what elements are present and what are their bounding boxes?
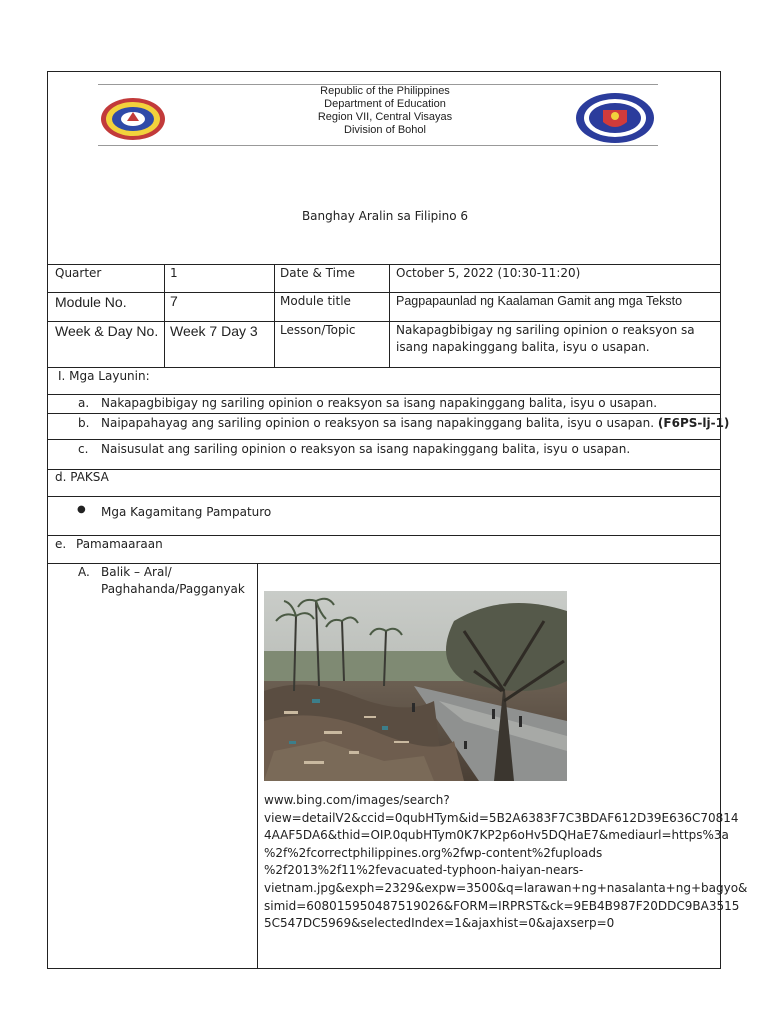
procedure-heading: Pamamaaraan (76, 537, 163, 551)
column-divider (164, 264, 165, 367)
module-title-value: Pagpapaunlad ng Kaalaman Gamit ang mga Teksto (396, 294, 683, 308)
column-divider (257, 563, 258, 969)
column-divider (389, 264, 390, 367)
objectives-heading: I. Mga Layunin: (58, 369, 150, 383)
quarter-label: Quarter (55, 266, 102, 280)
step-label-line2: Paghahanda/Pagganyak (101, 582, 245, 596)
header-department: Department of Education (324, 98, 446, 110)
date-label: Date & Time (280, 266, 356, 280)
image-source-url: www.bing.com/images/search? view=detailV2&ccid=0qubHTym&id=5B2A6383F7C3BDAF612D39E636C70814 4AAF5DA6&thid=OIP.0qubHTym0K7KP2p6oHv5DQHaE7&mediaurl=https%3a %2f%2fcorrectphilippines.org%2fwp-content%2fuploads %2f2013%2f11%2fevacuated-typhoon-haiyan-nears- vietnam.jpg&exph=2329&expw=3500&q=larawan+ng+nasalanta+ng+bagyo& simid=608015950487519026&FORM=IRPRST&ck=9EB4B987F20DDC9BA3515 5C547DC5969&selectedIndex=1&ajaxhist=0&ajaxserp=0 (264, 793, 748, 931)
row-divider (48, 469, 720, 470)
subject-heading: d. PAKSA (55, 470, 109, 484)
topic-value: Nakapagbibigay ng sariling opinion o reaksyon sa isang napakinggang balita, isyu o usapan. (396, 323, 695, 354)
module-value: 7 (170, 293, 178, 309)
typhoon-damage-photo (264, 591, 567, 781)
header-division: Division of Bohol (344, 124, 426, 136)
step-label-line1: Balik – Aral/ (101, 565, 172, 579)
subject-bullet-text: Mga Kagamitang Pampaturo (101, 505, 272, 519)
header-republic: Republic of the Philippines (320, 85, 450, 97)
objective-b: Naipapahayag ang sariling opinion o reaksyon sa isang napakinggang balita, isyu o usapan. (F6PS-lj-1) (101, 416, 730, 430)
module-label: Module No. (55, 294, 127, 310)
objective-marker: c. (78, 442, 89, 456)
quarter-value: 1 (170, 266, 178, 280)
date-value: October 5, 2022 (10:30-11:20) (396, 266, 581, 280)
row-divider (48, 413, 720, 414)
row-divider (48, 367, 720, 368)
column-divider (274, 264, 275, 367)
week-label: Week & Day No. (55, 323, 159, 339)
objective-marker: b. (78, 416, 90, 430)
procedure-marker: e. (55, 537, 67, 551)
objective-c: Naisusulat ang sariling opinion o reaksyon sa isang napakinggang balita, isyu o usapan. (101, 442, 631, 456)
topic-label: Lesson/Topic (280, 323, 356, 337)
header-bottom-rule (98, 145, 658, 146)
step-marker: A. (78, 565, 90, 579)
bullet-icon: ● (77, 504, 86, 515)
lesson-plan-page (47, 71, 748, 969)
row-divider (48, 496, 720, 497)
row-divider (48, 264, 720, 265)
objective-marker: a. (78, 396, 90, 410)
header-region: Region VII, Central Visayas (317, 111, 453, 123)
module-title-label: Module title (280, 294, 351, 308)
competency-code: (F6PS-lj-1) (657, 416, 730, 430)
week-value: Week 7 Day 3 (170, 323, 258, 339)
row-divider (48, 563, 720, 564)
row-divider (48, 535, 720, 536)
row-divider (48, 394, 720, 395)
lesson-plan-title: Banghay Aralin sa Filipino 6 (301, 209, 469, 223)
objective-a: Nakapagbibigay ng sariling opinion o reaksyon sa isang napakinggang balita, isyu o usapan. (101, 396, 658, 410)
row-divider (48, 439, 720, 440)
